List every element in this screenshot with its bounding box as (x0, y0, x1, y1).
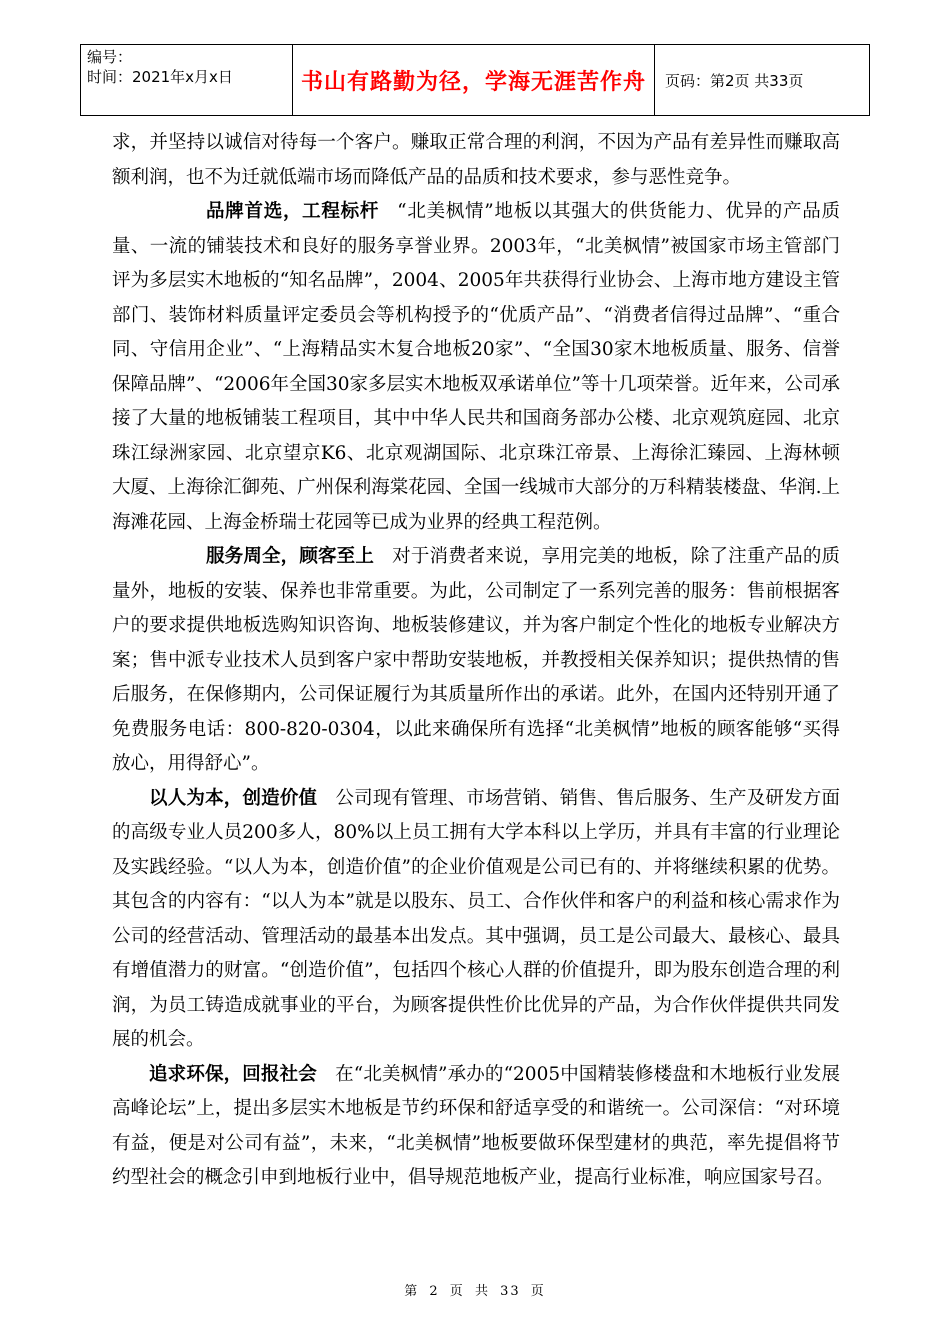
paragraph-continuation (112, 126, 840, 195)
footer-ye: 页 (449, 1284, 465, 1299)
paragraph-text: 求，并坚持以诚信对待每一个客户。赚取正常合理的利润，不因为产品有差异性而赚取高额利润，也不为迁就低端市场而降低产品的品质和技术要求，参与恶性竞争。 (112, 132, 840, 188)
document-number-label: 编号： (87, 48, 133, 66)
footer-gong: 共 (474, 1284, 490, 1299)
footer-ye-2: 页 (530, 1284, 546, 1299)
footer-page-number: 2 (429, 1284, 440, 1299)
paragraph-text: 在“北美枫情”承办的“2005中国精装修楼盘和木地板行业发展高峰论坛”上，提出多层实木地板是节约环保和舒适享受的和谐统一。公司深信：“对环境有益，便是对公司有益”，未来，“北美枫情”地板要做环保型建材的典范，率先提倡将节约型社会的概念引申到地板行业中，倡导规范地板产业，提高行业标准，响应国家号召。 (112, 1063, 840, 1188)
header-meta (81, 45, 293, 115)
header-page-label: 页码：第2页 共33页 (665, 71, 804, 90)
paragraph-text: 公司现有管理、市场营销、销售、售后服务、生产及研发方面的高级专业人员200多人，80%以上员工拥有大学本科以上学历，并具有丰富的行业理论及实践经验。“以人为本，创造价值”的企业价值观是公司已有的、并将继续积累的优势。其包含的内容有：“以人为本”就是以股东、员工、合作伙伴和客户的利益和核心需求作为公司的经营活动、管理活动的最基本出发点。其中强调，员工是公司最大、最核心、最具有增值潜力的财富。“创造价值”，包括四个核心人群的价值提升，即为股东创造合理的利润，为员工铸造成就事业的平台，为顾客提供性价比优异的产品，为合作伙伴提供共同发展的机会。 (112, 787, 840, 1050)
paragraph-text: “北美枫情”地板以其强大的供货能力、优异的产品质量、一流的铺装技术和良好的服务享誉业界。2003年，“北美枫情”被国家市场主管部门评为多层实木地板的“知名品牌”，2004、2005年共获得行业协会、上海市地方建设主管部门、装饰材料质量评定委员会等机构授予的“优质产品”、“消费者信得过品牌”、“重合同、守信用企业”、“上海精品实木复合地板20家”、“全国30家木地板质量、服务、信誉保障品牌”、“2006年全国30家多层实木地板双承诺单位”等十几项荣誉。近年来，公司承接了大量的地板铺装工程项目，其中中华人民共和国商务部办公楼、北京观筑庭园、北京珠江绿洲家园、北京望京K6、北京观湖国际、北京珠江帝景、上海徐汇臻园、上海林顿大厦、上海徐汇御苑、广州保利海棠花园、全国一线城市大部分的万科精装楼盘、华润.上海滩花园、上海金桥瑞士花园等已成为业界的经典工程范例。 (112, 201, 840, 533)
paragraph-environment (112, 1058, 840, 1196)
page-footer (0, 1280, 950, 1299)
paragraph-service (112, 540, 840, 782)
paragraph-brand (112, 195, 840, 540)
paragraph-lead: 以人为本，创造价值 (149, 787, 318, 809)
paragraph-lead: 品牌首选，工程标杆 (206, 201, 380, 222)
paragraph-text: 对于消费者来说，享用完美的地板，除了注重产品的质量外，地板的安装、保养也非常重要。为此，公司制定了一系列完善的服务：售前根据客户的要求提供地板选购知识咨询、地板装修建议，并为客户制定个性化的地板专业解决方案；售中派专业技术人员到客户家中帮助安装地板，并教授相关保养知识；提供热情的售后服务，在保修期内，公司保证履行为其质量所作出的承诺。此外，在国内还特别开通了免费服务电话：800-820-0304，以此来确保所有选择“北美枫情”地板的顾客能够“买得放心，用得舒心”。 (112, 546, 840, 774)
footer-total-pages: 33 (500, 1284, 521, 1299)
page-header (80, 44, 870, 116)
footer-di: 第 (404, 1284, 420, 1299)
paragraph-people (112, 782, 840, 1058)
paragraph-lead: 服务周全，顾客至上 (206, 546, 374, 567)
header-motto: 书山有路勤为径，学海无涯苦作舟 (293, 45, 655, 115)
paragraph-lead: 追求环保，回报社会 (149, 1063, 317, 1085)
document-body (112, 126, 840, 1196)
document-time-label: 时间：2021年x月x日 (87, 68, 233, 86)
